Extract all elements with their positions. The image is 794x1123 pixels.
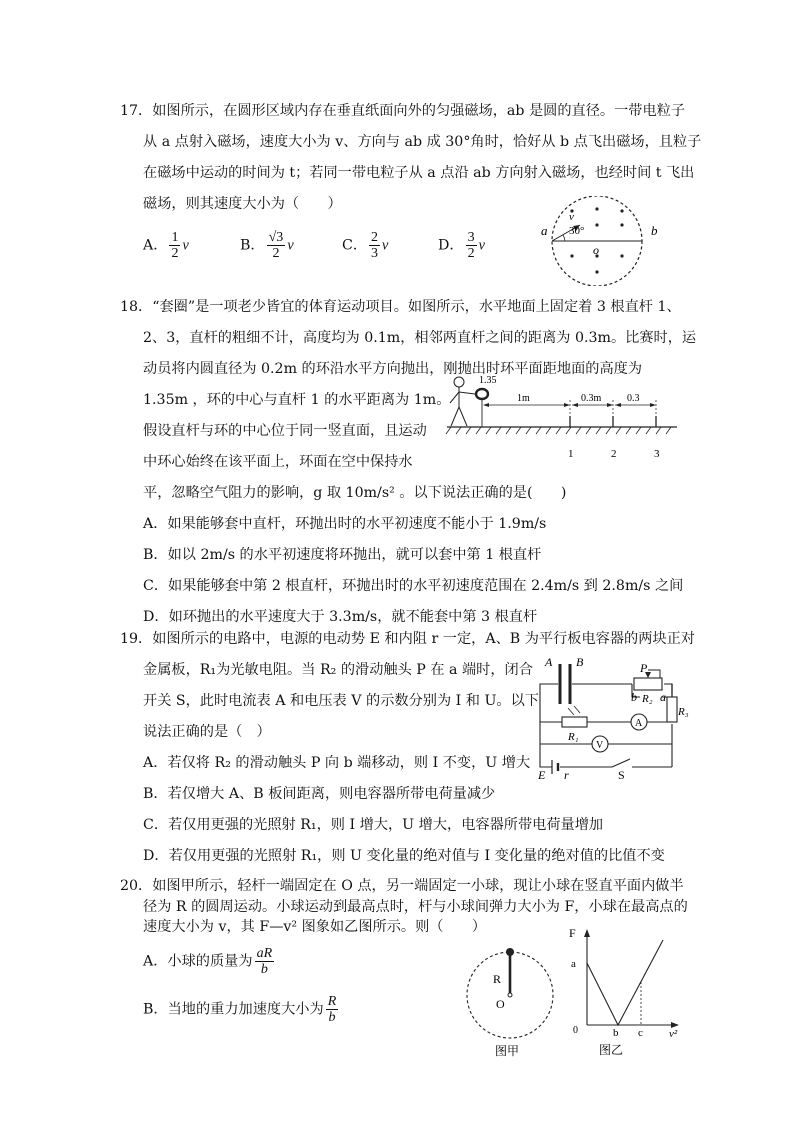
label-dist-0-3m: 0.3m <box>581 393 602 404</box>
q19-option-d: D．若仅用更强的光照射 R₁，则 U 变化量的绝对值与 I 变化量的绝对值的比值不变 <box>143 848 665 864</box>
label-R3: R₃ <box>678 706 689 718</box>
ground-hatching <box>446 427 671 434</box>
q20-line-2: 径为 R 的圆周运动。小球运动到最高点时，杆与小球间弹力大小为 F，小球在最高点的 <box>143 899 688 915</box>
y-axis-arrow <box>584 929 590 937</box>
label-F: F <box>569 926 576 940</box>
q19-option-c: C．若仅用更强的光照射 R₁，则 I 增大，U 增大，电容器所带电荷量增加 <box>143 817 604 833</box>
q17-line-2: 从 a 点射入磁场，速度大小为 v、方向与 ab 成 30°角时，恰好从 b 点飞出磁场，且粒子 <box>143 134 702 150</box>
label-height: 1.35 <box>479 375 497 386</box>
label-ammeter: A <box>635 718 643 729</box>
q17-magnetic-field-figure <box>525 196 675 286</box>
label-b: b <box>651 223 658 238</box>
label-b: b <box>613 1027 619 1039</box>
angle-arc <box>563 235 565 241</box>
photoresistor-r1 <box>562 717 587 727</box>
q19-line-1: 19．如图所示的电路中，电源的电动势 E 和内阻 r 一定，A、B 为平行板电容器的两块正对 <box>120 631 695 647</box>
q18-ring-toss-figure <box>445 370 680 465</box>
label-voltmeter: V <box>596 740 604 751</box>
q18-line-4: 1.35m ，环的中心与直杆 1 的水平距离为 1m。 <box>143 392 451 408</box>
ball <box>506 948 514 956</box>
label-dist-0-3: 0.3 <box>627 393 640 404</box>
label-E: E <box>538 768 546 782</box>
label-a: a <box>541 223 548 238</box>
caption-yi: 图乙 <box>599 1043 624 1057</box>
label-v2: v² <box>669 1028 678 1040</box>
q20-graph-yi <box>565 925 685 1060</box>
q18-option-d: D．如环抛出的水平速度大于 3.3m/s，就不能套中第 3 根直杆 <box>143 609 538 625</box>
label-o: o <box>593 243 599 257</box>
label-pole-3: 3 <box>654 448 660 460</box>
q20-line-3: 速度大小为 v，其 F—v² 图象如乙图所示。则（ ） <box>143 919 487 935</box>
q18-option-a: A．如果能够套中直杆，环抛出时的水平初速度不能小于 1.9m/s <box>143 516 547 532</box>
q18-line-7: 平，忽略空气阻力的影响，g 取 10m/s² 。以下说法正确的是( ) <box>143 485 567 501</box>
q17-option-d: D． $\frac{3}{2}$ v <box>438 230 485 261</box>
q18-option-b: B．如以 2m/s 的水平初速度将环抛出，就可以套中第 1 根直杆 <box>143 547 542 563</box>
q18-line-3: 动员将内圆直径为 0.2m 的环沿水平方向抛出，刚抛出时环平面距地面的高度为 <box>143 361 643 377</box>
label-S: S <box>618 768 625 782</box>
q19-line-4: 说法正确的是（ ） <box>143 724 271 740</box>
q19-circuit-diagram <box>532 652 692 782</box>
q17-option-b: B． $\frac{√3}{2}$ v <box>240 230 294 261</box>
q18-line-5: 假设直杆与环的中心位于同一竖直面，且运动 <box>143 423 427 439</box>
q18-option-c: C．如果能够套中第 2 根直杆，环抛出时的水平初速度范围在 2.4m/s 到 2.8m/s 之间 <box>143 578 684 594</box>
label-v: v <box>569 211 574 223</box>
light-arrows <box>568 706 580 715</box>
caption-jia: 图甲 <box>495 1044 520 1058</box>
label-angle: 30° <box>569 225 585 237</box>
rheostat-r2 <box>634 678 662 690</box>
q17-option-a: A． $\frac{1}{2}$ v <box>143 230 189 261</box>
q17-line-3: 在磁场中运动的时间为 t；若同一带电粒子从 a 点沿 ab 方向射入磁场，也经时间 t 飞出 <box>143 165 695 181</box>
thrower-figure <box>450 377 475 426</box>
q19-option-a: A．若仅将 R₂ 的滑动触头 P 向 b 端移动，则 I 不变，U 增大 <box>143 755 531 771</box>
q19-line-3: 开关 S，此时电流表 A 和电压表 V 的示数分别为 I 和 U。以下 <box>143 693 539 709</box>
label-pole-2: 2 <box>611 448 617 460</box>
q18-line-6: 中环心始终在该平面上，环面在空中保持水 <box>143 454 413 470</box>
q20-figure-jia <box>463 935 563 1060</box>
q17-line-1: 17．如图所示，在圆形区域内存在垂直纸面向外的匀强磁场，ab 是圆的直径。一带电粒子 <box>120 103 686 119</box>
label-A: A <box>545 655 553 669</box>
label-R: R <box>493 972 502 986</box>
q17-option-c: C． $\frac{2}{3}$ v <box>342 230 389 261</box>
q19-line-2: 金属板，R₁为光敏电阻。当 R₂ 的滑动触头 P 在 a 端时，闭合 <box>143 662 533 678</box>
label-a: a <box>660 690 666 704</box>
label-b: b <box>631 690 637 704</box>
q20-option-a: A．小球的质量为 $\frac{aR}{b}$ <box>143 946 273 977</box>
label-origin: 0 <box>573 1025 578 1036</box>
label-O: O <box>496 997 505 1011</box>
label-R2: R₂ <box>642 693 653 705</box>
q20-option-b: B．当地的重力加速度大小为 $\frac{R}{b}$ <box>143 994 337 1025</box>
label-a: a <box>571 958 576 970</box>
label-pole-1: 1 <box>568 448 574 460</box>
q18-line-2: 2、3，直杆的粗细不计，高度均为 0.1m，相邻两直杆之间的距离为 0.3m。比赛时，运 <box>143 330 697 346</box>
resistor-r3 <box>667 697 677 722</box>
label-B: B <box>576 655 584 669</box>
label-dist-1m: 1m <box>517 393 530 404</box>
label-P: P <box>640 661 648 675</box>
q18-line-1: 18．“套圈”是一项老少皆宜的体育运动项目。如图所示，水平地面上固定着 3 根直杆 1、 <box>120 299 681 315</box>
q20-line-1: 20．如图甲所示，轻杆一端固定在 O 点，另一端固定一小球，现让小球在竖直平面内做半 <box>120 878 684 894</box>
label-c: c <box>638 1027 643 1039</box>
f-v2-line <box>587 940 663 1025</box>
label-r: r <box>564 768 569 782</box>
q19-option-b: B．若仅增大 A、B 板间距离，则电容器所带电荷量减少 <box>143 786 496 802</box>
ring-icon <box>476 389 488 399</box>
label-R1: R₁ <box>568 731 579 743</box>
pivot-O <box>508 993 512 997</box>
q17-line-4: 磁场，则其速度大小为（ ） <box>143 196 342 212</box>
